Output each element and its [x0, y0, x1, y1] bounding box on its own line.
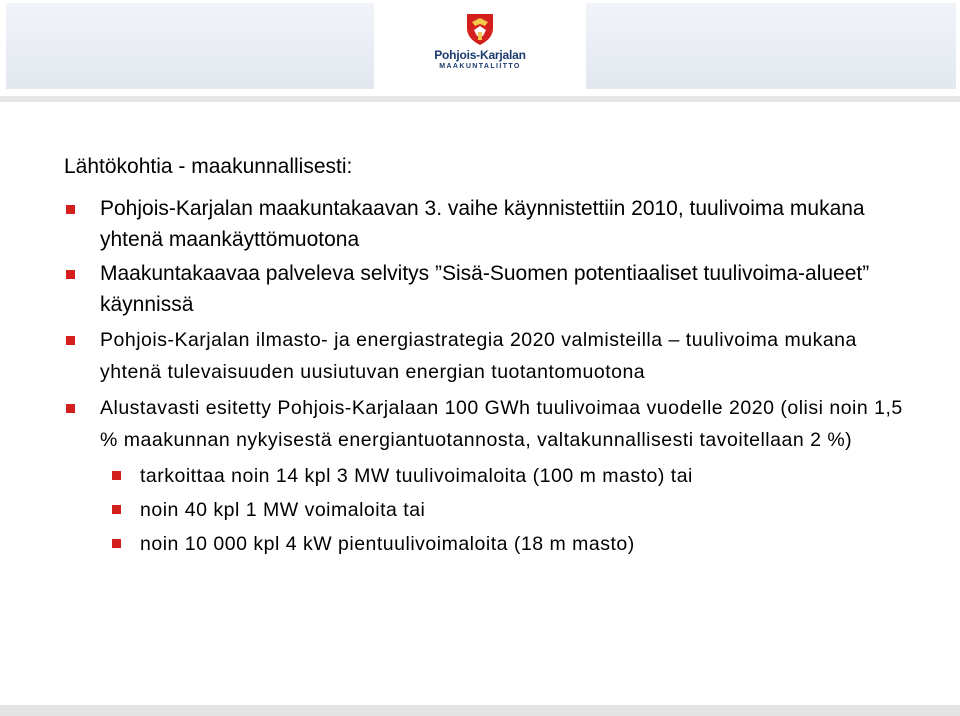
logo-name: Pohjois-Karjalan	[434, 48, 526, 62]
sub-bullet-text: noin 10 000 kpl 4 kW pientuulivoimaloita (18 m masto)	[140, 533, 635, 555]
sub-bullet-item	[64, 494, 924, 526]
header-divider	[0, 96, 960, 102]
sub-bullet-text: noin 40 kpl 1 MW voimaloita tai	[140, 499, 426, 521]
sub-bullet-marker-icon	[112, 505, 121, 514]
slide-heading: Lähtökohtia - maakunnallisesti:	[64, 155, 353, 178]
bullet-marker-icon	[66, 270, 75, 279]
bullet-item	[64, 324, 924, 388]
footer-bar	[0, 705, 960, 716]
coat-of-arms-icon	[465, 12, 495, 46]
header-banner	[0, 0, 960, 100]
sub-bullet-marker-icon	[112, 471, 121, 480]
bullet-text: Maakuntakaavaa palveleva selvitys ”Sisä-Suomen potentiaaliset tuulivoima-alueet” käynnissä	[100, 262, 870, 316]
organization-logo	[420, 12, 540, 86]
bullet-item	[64, 194, 924, 255]
bullet-text: Pohjois-Karjalan maakuntakaavan 3. vaihe käynnistettiin 2010, tuulivoima mukana yhtenä maankäyttömuotona	[100, 197, 865, 251]
sub-bullet-item	[64, 460, 924, 492]
header-panel-left	[6, 3, 374, 89]
bullet-item	[64, 259, 924, 320]
bullet-marker-icon	[66, 205, 75, 214]
slide-content	[64, 152, 924, 562]
sub-bullet-marker-icon	[112, 539, 121, 548]
bullet-text: Alustavasti esitetty Pohjois-Karjalaan 100 GWh tuulivoimaa vuodelle 2020 (olisi noin 1,5 % maakunnan nykyisestä energiantuotannosta, valtakunnallisesti tavoitellaan 2 %)	[100, 397, 903, 451]
bullet-item	[64, 392, 924, 456]
bullet-marker-icon	[66, 404, 75, 413]
sub-bullet-item	[64, 528, 924, 560]
bullet-marker-icon	[66, 336, 75, 345]
bullet-text: Pohjois-Karjalan ilmasto- ja energiastrategia 2020 valmisteilla – tuulivoima mukana yhtenä tulevaisuuden uusiutuvan energian tuotantomuotona	[100, 329, 857, 383]
sub-bullet-text: tarkoittaa noin 14 kpl 3 MW tuulivoimaloita (100 m masto) tai	[140, 465, 693, 487]
logo-subtitle: MAAKUNTALIITTO	[439, 63, 521, 70]
header-panel-right	[586, 3, 956, 89]
